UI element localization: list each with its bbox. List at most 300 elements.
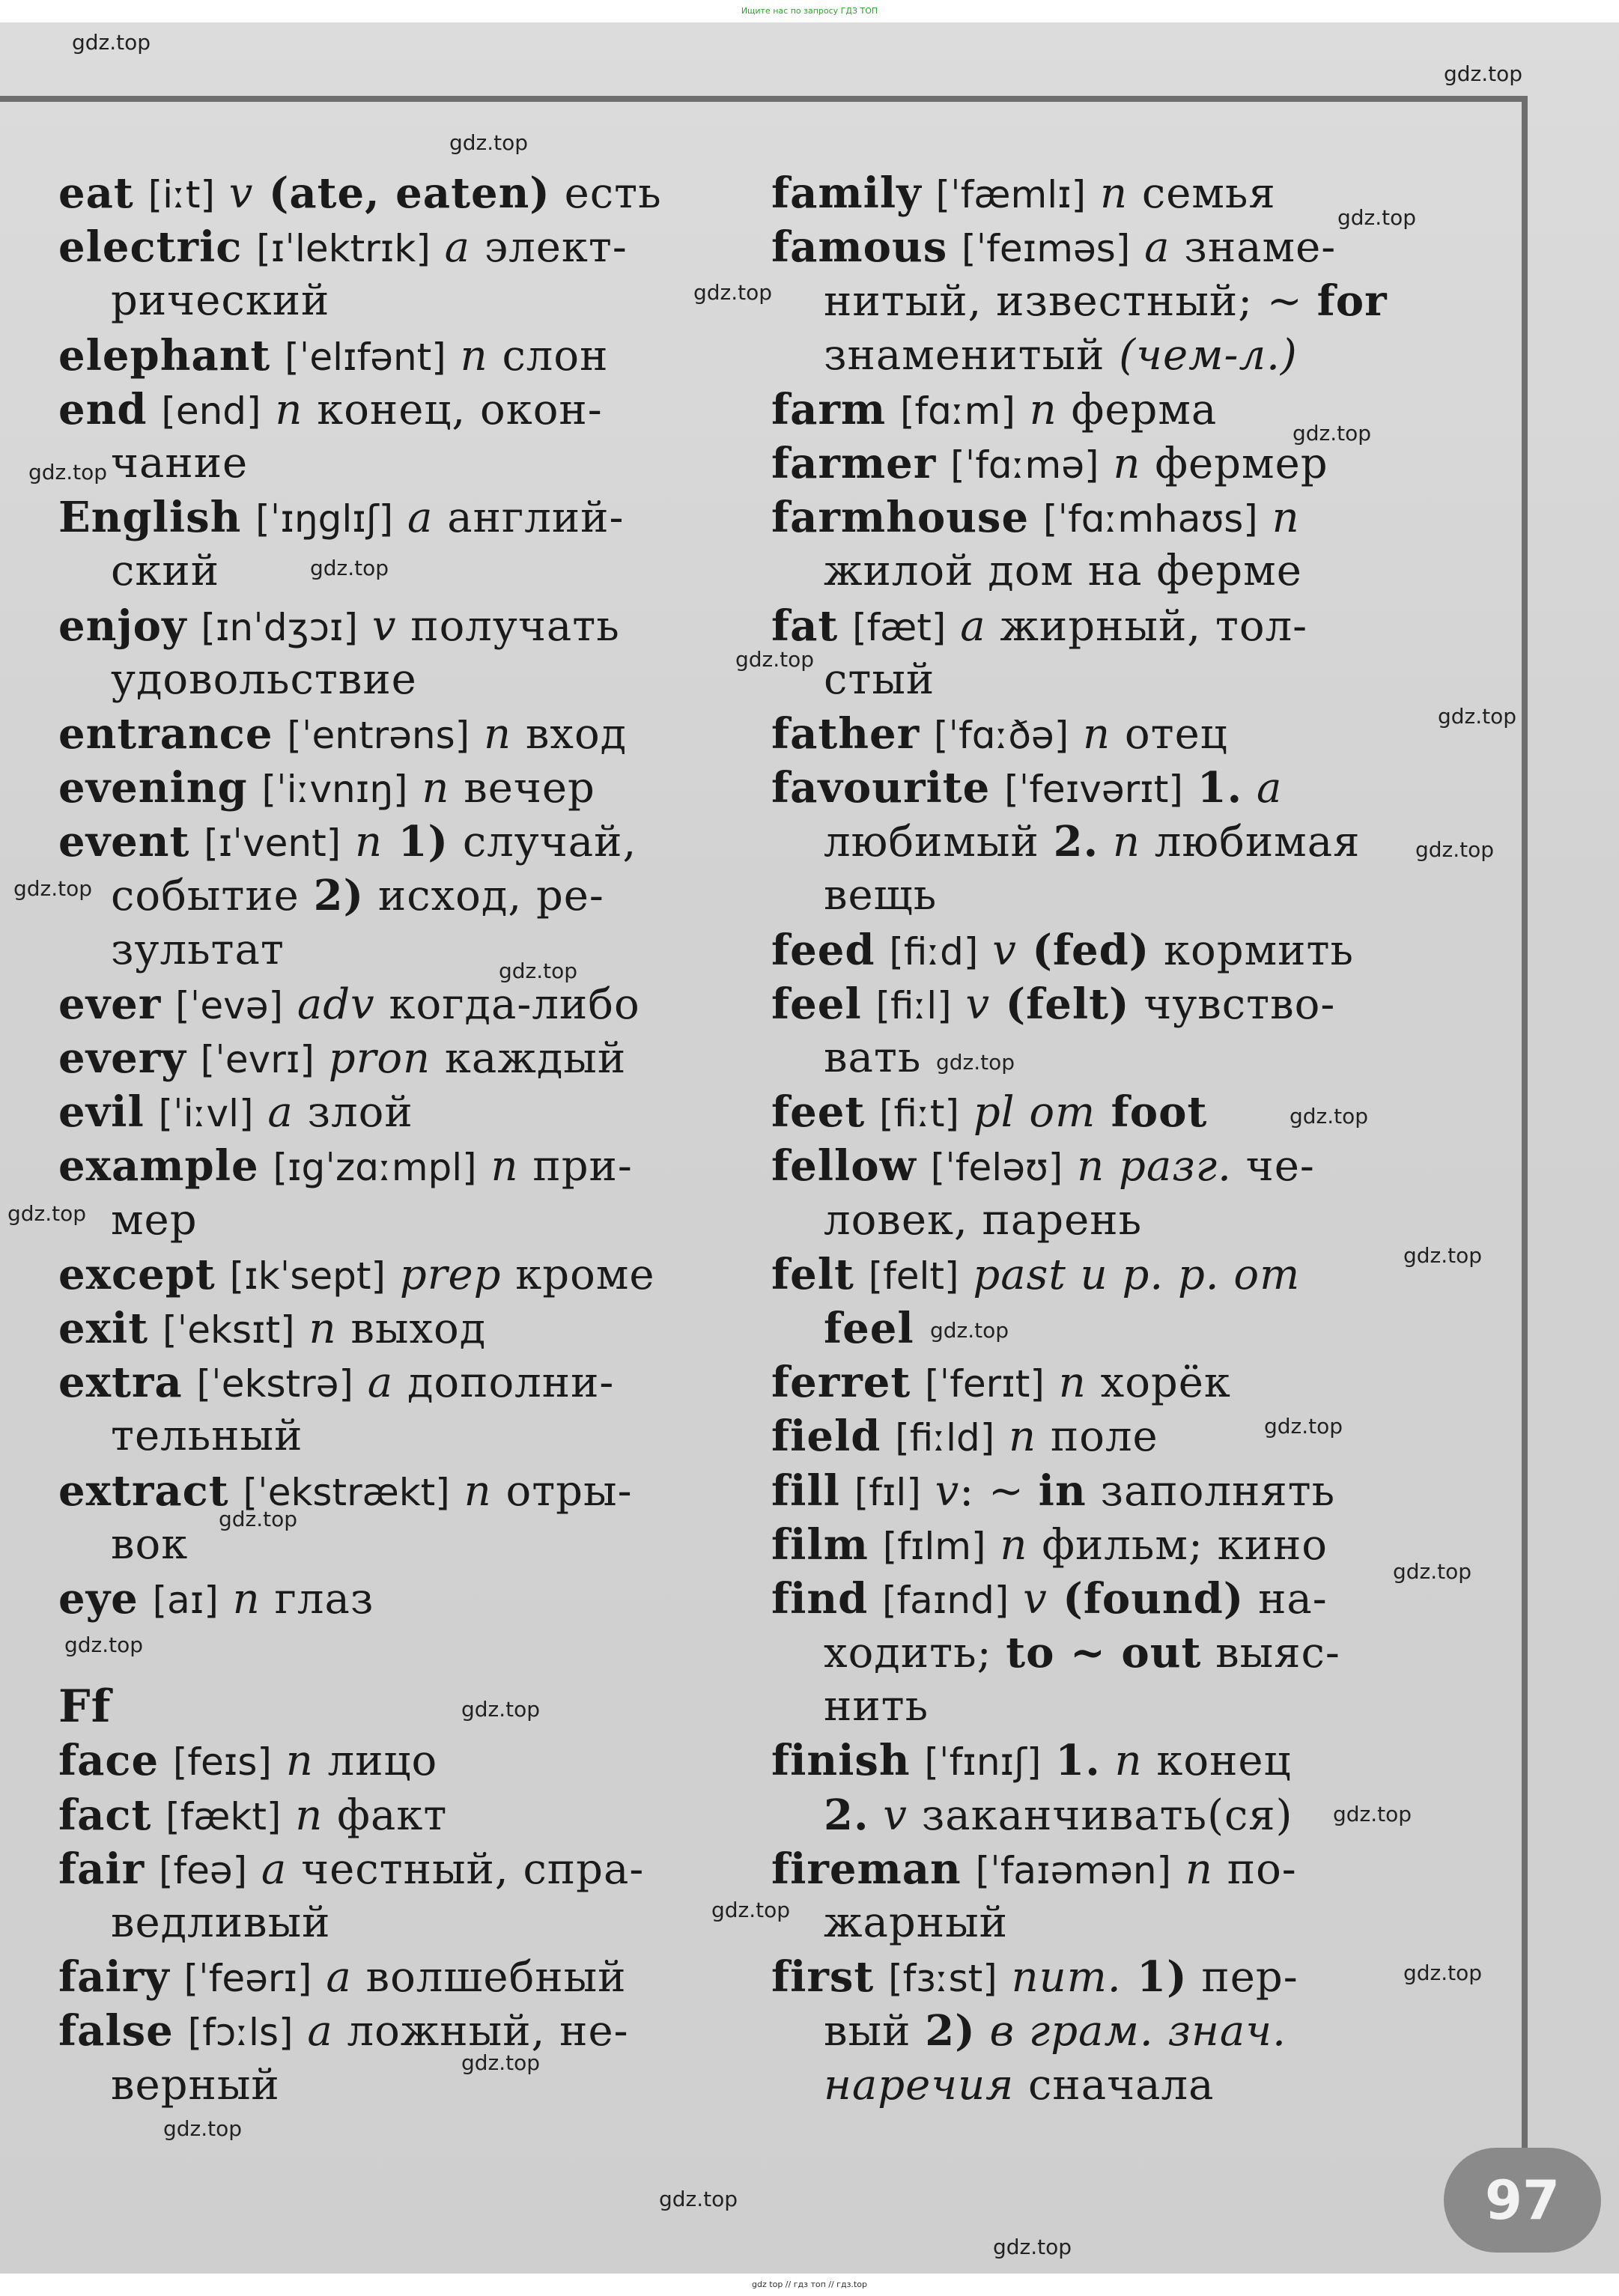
headword: find: [771, 1573, 869, 1624]
translation-text: ведливый: [111, 1898, 331, 1947]
headword: father: [771, 708, 920, 759]
headword: fair: [58, 1844, 145, 1894]
entry-line: [58, 1248, 747, 1302]
entry-line: [58, 437, 747, 491]
entry-line: [771, 1626, 1460, 1680]
headword: fireman: [771, 1844, 962, 1894]
transcription: [fɜːst]: [888, 1957, 997, 2001]
translation-text: [1045, 1358, 1059, 1407]
watermark: gdz.top: [735, 647, 815, 672]
transcription: [ˈiːvl]: [158, 1092, 254, 1136]
translation-text: [922, 169, 936, 218]
entry-line: [58, 1518, 747, 1572]
grammar-label: n: [1185, 1844, 1213, 1894]
transcription: [fækt]: [165, 1794, 282, 1838]
headword: field: [771, 1412, 881, 1462]
entry-line: [58, 599, 747, 653]
translation-text: [947, 223, 962, 272]
translation-text: жарный: [824, 1898, 1008, 1947]
headword: fact: [58, 1790, 152, 1840]
translation-text: ловек, парень: [824, 1195, 1143, 1245]
grammar-label: n: [232, 1574, 261, 1624]
entry-line: [58, 1355, 747, 1409]
transcription: [feɪs]: [172, 1740, 272, 1785]
bottom-banner: gdz top // гдз топ // гдз.top: [0, 2274, 1619, 2296]
headword: farmhouse: [771, 493, 1030, 543]
translation-text: [187, 602, 201, 651]
entry-line: [771, 274, 1460, 328]
headword: feed: [771, 925, 875, 975]
headword: false: [58, 2006, 174, 2056]
watermark: gdz.top: [930, 1318, 1009, 1343]
transcription: [ˈevrɪ]: [200, 1038, 315, 1081]
grammar-label: n: [309, 1304, 337, 1353]
bold-text: 2.: [1053, 817, 1099, 867]
transcription: [ˈiːvnɪŋ]: [261, 768, 408, 812]
transcription: [ɪnˈdʒɔɪ]: [201, 605, 359, 649]
translation-text: ходить;: [824, 1629, 1006, 1678]
grammar-label: n: [1114, 1737, 1143, 1786]
translation-text: [976, 2007, 990, 2056]
transcription: [ˈfeləʊ]: [930, 1146, 1063, 1190]
translation-text: англий-: [433, 493, 625, 543]
watermark: gdz.top: [7, 1201, 87, 1226]
bold-text: 1): [1121, 1952, 1188, 2002]
headword: eye: [58, 1573, 139, 1624]
grammar-label: наречия: [824, 2060, 1015, 2110]
translation-text: [386, 1251, 400, 1299]
translation-text: [315, 1034, 329, 1083]
grammar-label: n: [1113, 439, 1141, 488]
translation-text: [161, 980, 175, 1029]
entry-line: [771, 1302, 1460, 1355]
grammar-label: v: [935, 1466, 960, 1516]
grammar-label: n: [1000, 1520, 1028, 1570]
translation-text: получать: [396, 601, 620, 651]
entry-line: [771, 1896, 1460, 1950]
entry-line: [771, 1950, 1460, 2004]
translation-text: [281, 1791, 295, 1840]
translation-text: [248, 764, 262, 813]
headword: every: [58, 1033, 186, 1083]
transcription: [fiːt]: [879, 1092, 959, 1136]
transcription: [ɪkˈsept]: [229, 1254, 386, 1298]
page-number-badge: 97: [1444, 2148, 1601, 2253]
entry-line: [58, 761, 747, 815]
translation-text: [959, 1251, 973, 1299]
translation-text: выход: [336, 1304, 487, 1353]
entry-line: [58, 274, 747, 328]
grammar-label: a: [1144, 223, 1170, 273]
entry-line: [58, 383, 747, 437]
headword: extract: [58, 1466, 229, 1516]
watermark: gdz.top: [993, 2235, 1072, 2259]
headword: feel: [771, 979, 862, 1029]
translation-text: [341, 818, 355, 866]
transcription: [fiːl]: [875, 983, 952, 1027]
translation-text: на-: [1244, 1574, 1328, 1624]
translation-text: [840, 1467, 854, 1516]
entry-line: [58, 2059, 747, 2113]
entry-line: [771, 491, 1460, 544]
translation-text: [1063, 1142, 1077, 1191]
translation-text: [431, 223, 445, 272]
translation-text: [477, 1142, 491, 1191]
translation-text: [986, 1521, 1000, 1570]
headword: except: [58, 1249, 216, 1299]
transcription: [fɪl]: [854, 1470, 921, 1514]
translation-text: мер: [111, 1195, 198, 1245]
translation-text: [148, 1305, 162, 1353]
top-banner: Ищите нас по запросу ГДЗ ТОП: [0, 0, 1619, 22]
transcription: [fɪlm]: [882, 1524, 986, 1568]
translation-text: [936, 440, 950, 488]
translation-text: [874, 1953, 888, 2002]
headword: end: [58, 384, 148, 434]
transcription: [ˈɪŋglɪʃ]: [255, 497, 394, 541]
watermark: gdz.top: [936, 1050, 1015, 1075]
transcription: [end]: [161, 389, 261, 433]
watermark: gdz.top: [219, 1507, 298, 1531]
entry-line: [58, 977, 747, 1031]
translation-text: удовольствие: [111, 655, 417, 704]
translation-text: [358, 602, 372, 651]
translation-text: [869, 1521, 883, 1570]
entry-line: [771, 1355, 1460, 1409]
translation-text: [1041, 1737, 1055, 1785]
translation-text: событие: [111, 872, 314, 921]
watermark: gdz.top: [659, 2187, 738, 2211]
bold-text: 2.: [824, 1790, 869, 1840]
grammar-label: n: [355, 818, 383, 867]
bold-text: (found): [1047, 1573, 1245, 1624]
translation-text: [216, 1251, 230, 1299]
grammar-label: n: [1112, 818, 1140, 867]
transcription: [ɪˈlektrɪk]: [256, 227, 431, 271]
translation-text: [962, 1845, 976, 1894]
entry-line: [58, 1734, 747, 1788]
section-heading: Ff: [58, 1680, 112, 1734]
translation-text: вещь: [824, 871, 938, 920]
watermark: gdz.top: [1415, 837, 1495, 862]
entry-line: [771, 761, 1460, 815]
grammar-label: n: [1058, 1358, 1087, 1408]
transcription: [felt]: [868, 1254, 959, 1298]
translation-text: [1086, 169, 1100, 218]
left-column: [58, 166, 747, 2113]
headword: farmer: [771, 438, 937, 488]
grammar-label: n: [464, 1466, 492, 1516]
watermark: gdz.top: [1393, 1559, 1472, 1584]
translation-text: рический: [111, 276, 330, 326]
entry-line: [58, 1842, 747, 1896]
transcription: [ˈekstrækt]: [243, 1470, 450, 1514]
translation-text: [1171, 1845, 1185, 1894]
watermark: gdz.top: [1264, 1414, 1343, 1439]
headword: farm: [771, 384, 887, 434]
grammar-label: n: [285, 1737, 314, 1786]
translation-text: слон: [487, 331, 609, 380]
translation-text: когда-либо: [374, 980, 640, 1029]
translation-text: ложный, не-: [332, 2007, 629, 2056]
headword: favourite: [771, 763, 991, 813]
translation-text: [148, 386, 162, 434]
transcription: [aɪ]: [152, 1578, 219, 1622]
transcription: [ˈelɪfənt]: [285, 335, 446, 379]
watermark: gdz.top: [1333, 1802, 1412, 1826]
transcription: [ˈfɪnɪʃ]: [924, 1740, 1042, 1785]
headword: fill: [771, 1466, 840, 1516]
headword: ferret: [771, 1358, 911, 1408]
transcription: [ˈfɑːmə]: [950, 443, 1099, 487]
translation-text: стый: [824, 655, 935, 704]
translation-text: [446, 332, 461, 380]
translation-text: злой: [293, 1088, 413, 1138]
translation-text: [990, 764, 1004, 813]
watermark: gdz.top: [1403, 1961, 1483, 1985]
grammar-label: n: [295, 1791, 324, 1840]
grammar-label: a: [960, 601, 986, 651]
translation-text: любимая: [1140, 818, 1361, 867]
translation-text: [1015, 386, 1030, 434]
grammar-label: a: [367, 1358, 394, 1408]
entry-line: [771, 1572, 1460, 1626]
transcription: [ˈfeɪvərɪt]: [1004, 768, 1183, 812]
translation-text: [183, 1358, 197, 1407]
bold-text: 1.: [1055, 1736, 1101, 1786]
grammar-label: n: [1272, 493, 1300, 543]
entry-line: [58, 329, 747, 383]
translation-text: [854, 1251, 869, 1299]
entry-line: [58, 707, 747, 761]
translation-text: [139, 1575, 153, 1624]
grammar-label: a: [261, 1844, 288, 1894]
translation-text: [294, 2007, 308, 2056]
headword: event: [58, 817, 190, 867]
grammar-label: a: [326, 1953, 352, 2002]
entry-line: [771, 815, 1460, 869]
translation-text: [1101, 1737, 1115, 1785]
grammar-label: (чем-л.): [1119, 330, 1298, 380]
transcription: [feə]: [158, 1848, 248, 1892]
translation-text: [917, 1142, 931, 1191]
translation-text: [450, 1467, 464, 1516]
grammar-label: v: [883, 1791, 908, 1840]
translation-text: дополни-: [393, 1358, 615, 1408]
translation-text: [219, 1575, 233, 1624]
entry-line: [771, 869, 1460, 923]
entry-line: [771, 1734, 1460, 1788]
headword: face: [58, 1736, 160, 1786]
translation-text: заканчивать(ся): [907, 1791, 1293, 1840]
watermark: gdz.top: [693, 280, 773, 305]
transcription: [ˈfɑːmhaʊs]: [1042, 497, 1258, 541]
translation-text: [174, 2007, 188, 2056]
translation-text: есть: [550, 169, 662, 218]
headword: evening: [58, 763, 248, 813]
translation-text: [312, 1953, 326, 2002]
translation-text: [1183, 764, 1197, 813]
transcription: [ɪˈvent]: [204, 821, 341, 866]
translation-text: знаменитый: [824, 330, 1120, 380]
translation-text: [261, 386, 276, 434]
grammar-label: pron: [328, 1034, 431, 1083]
grammar-label: v: [1023, 1574, 1048, 1624]
translation-text: [408, 764, 422, 813]
translation-text: [247, 1845, 261, 1894]
grammar-label: a: [267, 1088, 294, 1138]
transcription: [ˈfɑːðə]: [933, 713, 1069, 757]
translation-text: [886, 386, 900, 434]
translation-text: кроме: [501, 1250, 655, 1299]
translation-text: [186, 1034, 201, 1083]
entry-line: [771, 1842, 1460, 1896]
translation-text: : ~: [959, 1466, 1039, 1516]
translation-text: [254, 1088, 268, 1137]
bold-text: 2): [925, 2006, 976, 2056]
translation-text: глаз: [260, 1574, 374, 1624]
translation-text: [862, 980, 876, 1029]
translation-text: исход, ре-: [364, 872, 604, 921]
translation-text: [921, 1467, 935, 1516]
watermark: gdz.top: [163, 2116, 243, 2141]
entry-line: [771, 1409, 1460, 1463]
translation-text: [959, 1088, 973, 1137]
translation-text: [242, 223, 256, 272]
watermark: gdz.top: [1444, 61, 1523, 86]
grammar-label: v: [992, 926, 1017, 975]
translation-text: жирный, тол-: [985, 601, 1308, 651]
entry-line: [771, 2059, 1460, 2113]
bold-text: 2): [313, 871, 365, 921]
entry-line: [771, 2004, 1460, 2058]
headword: electric: [58, 222, 243, 273]
entry-line: [58, 544, 747, 598]
translation-text: [159, 1737, 173, 1785]
translation-text: [1258, 493, 1272, 542]
watermark: gdz.top: [461, 1697, 541, 1722]
headword: film: [771, 1519, 869, 1570]
transcription: [fiːld]: [895, 1416, 995, 1460]
transcription: [ˈevə]: [175, 983, 283, 1027]
translation-text: честный, спра-: [287, 1844, 645, 1894]
translation-text: [920, 710, 934, 759]
bold-text: (ate, eaten): [253, 168, 550, 218]
entry-line: [58, 1896, 747, 1950]
watermark: gdz.top: [1290, 1104, 1369, 1129]
grammar-label: v: [228, 169, 254, 218]
entry-line: [58, 1680, 747, 1734]
watermark: gdz.top: [72, 30, 151, 55]
translation-text: заполнять: [1086, 1466, 1336, 1516]
headword: family: [771, 168, 922, 218]
translation-text: лицо: [313, 1737, 438, 1786]
transcription: [fæt]: [852, 605, 947, 649]
entry-line: [58, 491, 747, 544]
headword: fellow: [771, 1141, 917, 1191]
headword: eat: [58, 168, 134, 218]
translation-text: [393, 493, 407, 542]
headword: fat: [771, 601, 839, 651]
translation-text: ский: [111, 547, 220, 596]
translation-text: [994, 1412, 1009, 1461]
entry-line: [58, 1409, 747, 1463]
translation-text: сначала: [1014, 2060, 1215, 2110]
grammar-label: в грам. знач.: [989, 2007, 1287, 2056]
entry-line: [58, 2004, 747, 2058]
translation-text: [946, 602, 960, 651]
entry-line: [58, 1302, 747, 1355]
grammar-label: n: [422, 764, 450, 813]
watermark: gdz.top: [499, 959, 578, 983]
translation-text: верный: [111, 2060, 280, 2110]
watermark: gdz.top: [1293, 421, 1372, 446]
translation-text: [151, 1791, 165, 1840]
translation-text: по-: [1212, 1844, 1297, 1894]
grammar-label: a: [307, 2007, 333, 2056]
entry-line: [58, 1950, 747, 2004]
headword: enjoy: [58, 601, 187, 651]
translation-text: [145, 1088, 159, 1137]
translation-text: выяс-: [1201, 1629, 1340, 1678]
headword: ever: [58, 979, 162, 1029]
transcription: [ˈfeərɪ]: [183, 1957, 312, 2001]
translation-text: [283, 980, 297, 1029]
translation-text: [881, 1412, 895, 1461]
translation-text: фермер: [1140, 439, 1328, 488]
entry-line: [771, 707, 1460, 761]
entry-line: [771, 1518, 1460, 1572]
translation-text: поле: [1036, 1412, 1158, 1462]
entry-line: [58, 1464, 747, 1518]
grammar-label: v: [965, 980, 991, 1029]
translation-text: чувство-: [1129, 980, 1336, 1029]
transcription: [ˈekstrə]: [196, 1362, 353, 1406]
headword: exit: [58, 1303, 149, 1353]
watermark: gdz.top: [1403, 1243, 1483, 1268]
entry-line: [771, 653, 1460, 707]
entry-line: [771, 1464, 1460, 1518]
translation-text: пер-: [1187, 1953, 1298, 2002]
bold-text: (fed): [1016, 925, 1150, 975]
translation-text: нить: [824, 1682, 929, 1731]
translation-text: [1009, 1575, 1023, 1624]
entry-line: [771, 1139, 1460, 1193]
entry-line: [771, 329, 1460, 383]
translation-text: [1242, 764, 1257, 813]
transcription: [fiːd]: [889, 929, 979, 974]
headword: feet: [771, 1087, 866, 1138]
transcription: [ˈfeɪməs]: [962, 227, 1131, 271]
transcription: [fɑːm]: [899, 389, 1015, 433]
translation-text: элект-: [470, 223, 628, 273]
transcription: [ˈfæmlɪ]: [935, 173, 1087, 216]
entry-line: [771, 1031, 1460, 1085]
headword: finish: [771, 1736, 911, 1786]
translation-text: [1130, 223, 1144, 272]
transcription: [ˈferɪt]: [925, 1362, 1045, 1406]
bold-text: to ~ out: [1006, 1628, 1202, 1678]
grammar-label: n: [1099, 169, 1129, 218]
bold-text: foot: [1096, 1087, 1208, 1138]
transcription: [faɪnd]: [882, 1578, 1009, 1622]
translation-text: фильм; кино: [1027, 1520, 1328, 1570]
entry-line: [771, 599, 1460, 653]
watermark: gdz.top: [64, 1633, 144, 1657]
grammar-label: a: [1256, 764, 1283, 813]
translation-text: любимый: [824, 818, 1054, 867]
entry-line: [771, 1680, 1460, 1734]
